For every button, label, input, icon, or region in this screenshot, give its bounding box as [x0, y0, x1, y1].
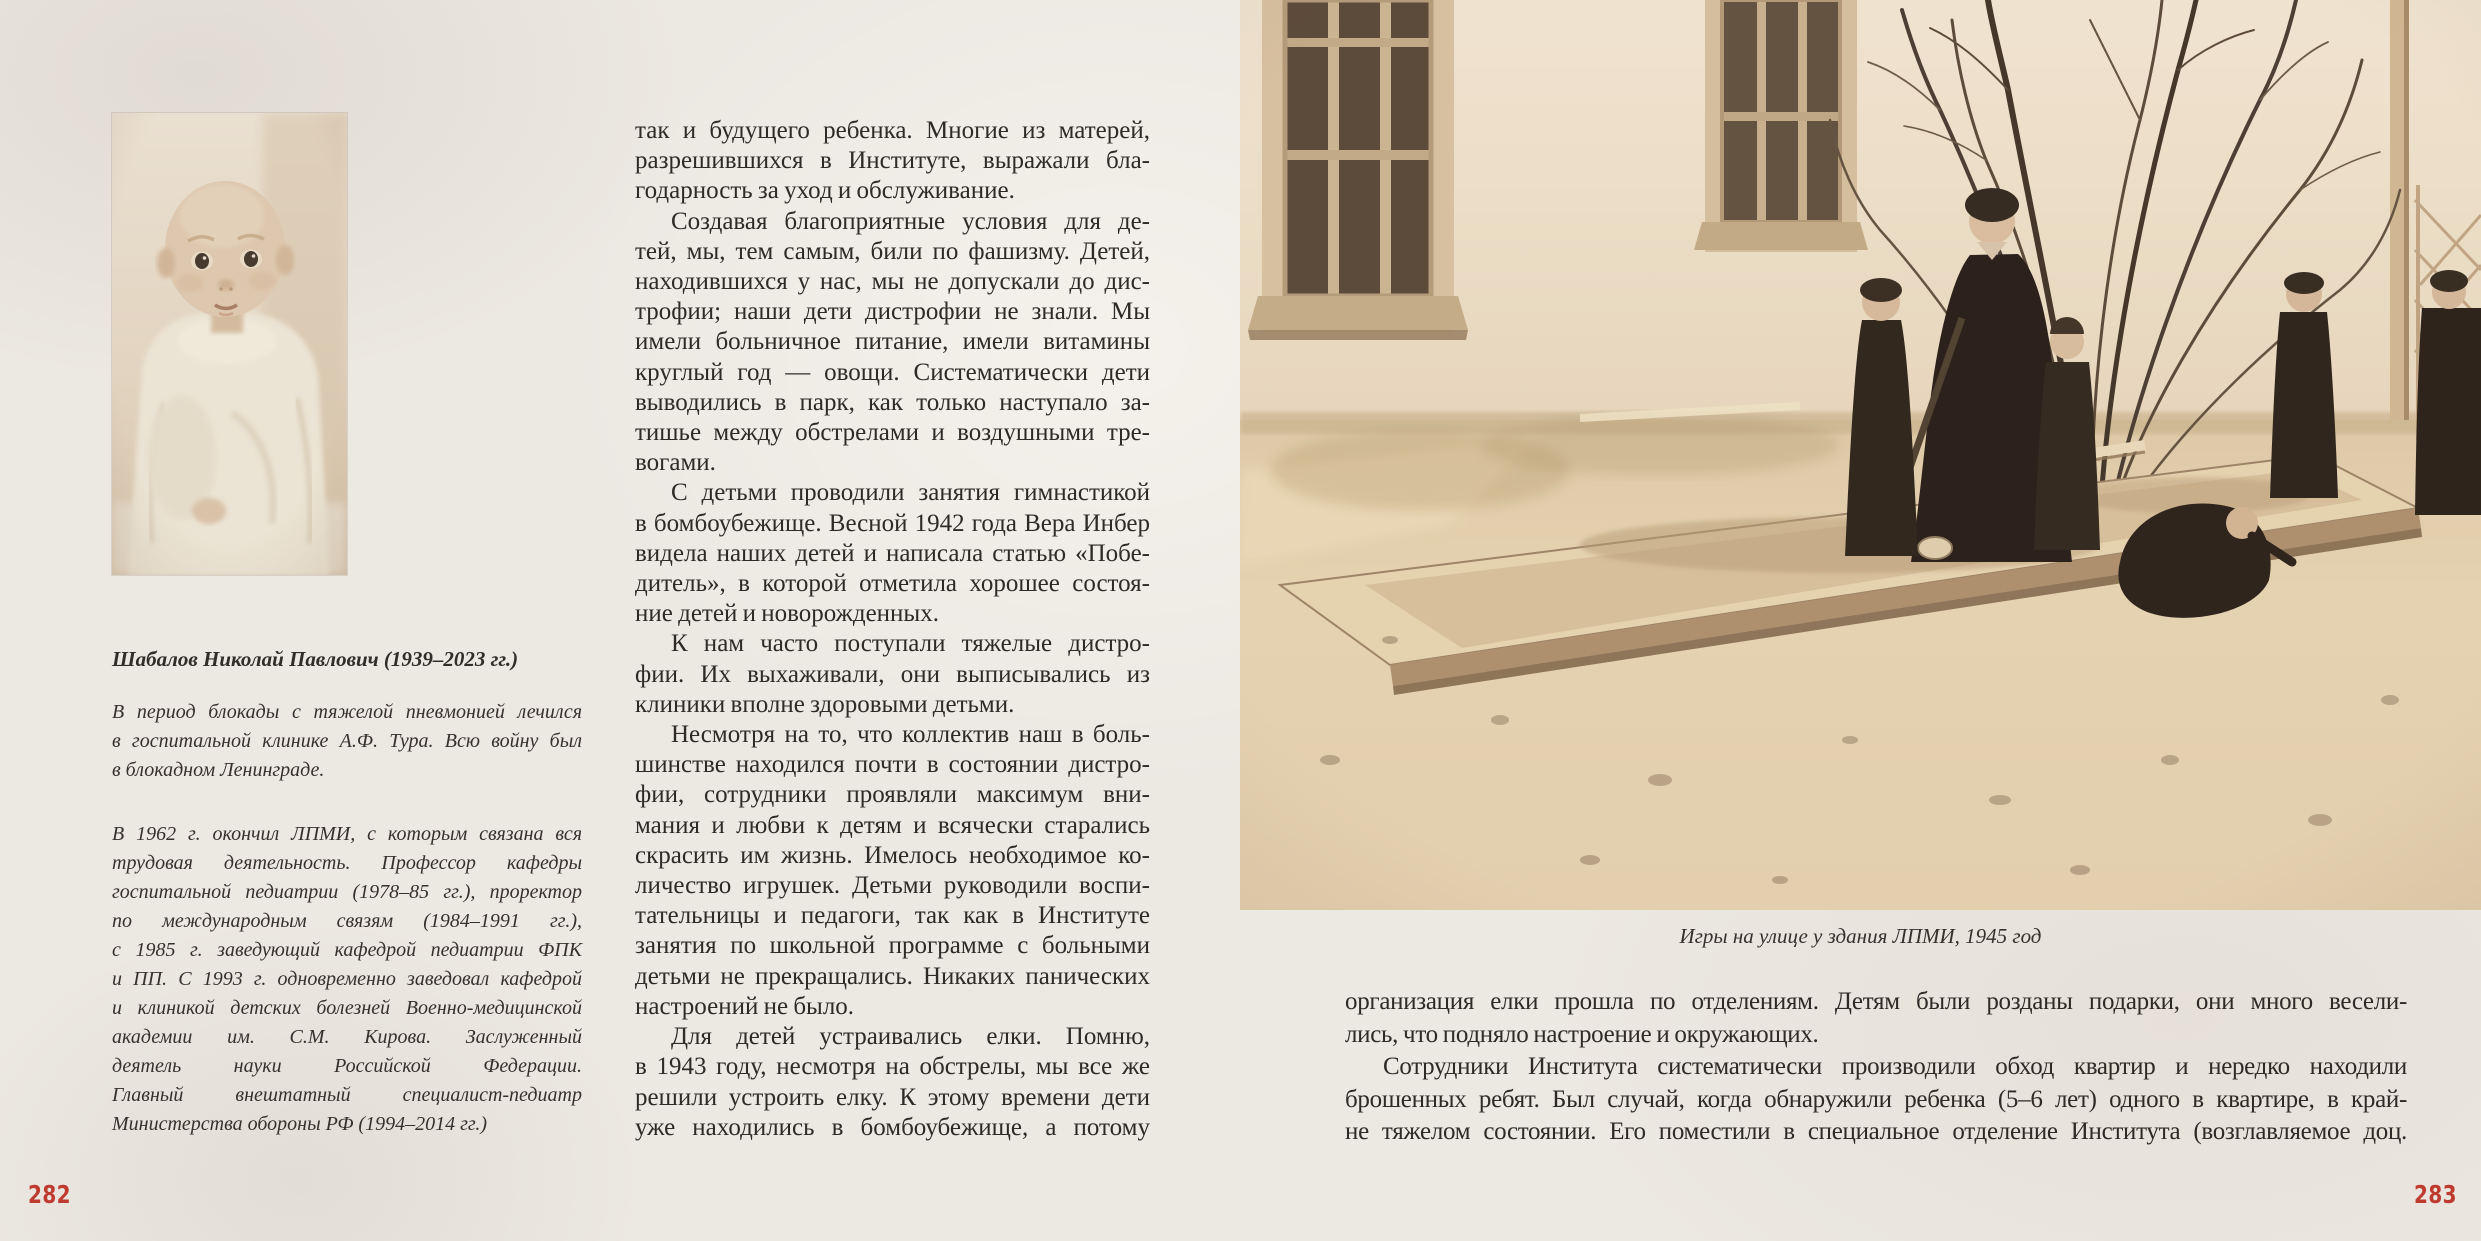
text-line: фии, сотрудники проявляли максимум вни- [635, 781, 1150, 809]
text-line: видела наших детей и написала статью «Побе- [635, 539, 1150, 567]
text-line: К нам часто поступали тяжелые дистро- [671, 630, 1150, 658]
text-line: по международным связям (1984–1991 гг.), [112, 910, 582, 932]
text-line: клиники вполне здоровыми детьми. [635, 690, 1015, 718]
text-line: скрасить им жизнь. Имелось необходимое ко- [635, 841, 1150, 869]
bio-paragraph-2 [112, 820, 582, 1139]
text-line: госпитальной педиатрии (1978–85 гг.), проректор [112, 881, 582, 903]
bio-paragraph-1 [112, 698, 582, 785]
text-line: трофии; наши дети дистрофии не знали. Мы [635, 298, 1150, 326]
text-line: годарность за уход и обслуживание. [635, 177, 1015, 205]
text-line: брошенных ребят. Был случай, когда обнаружили ребенка (5–6 лет) одного в квартире, в край- [1345, 1085, 2407, 1113]
photo-caption: Игры на улице у здания ЛПМИ, 1945 год [1679, 924, 2042, 948]
text-line: решили устроить елку. К этому времени дети [635, 1083, 1150, 1111]
text-line: в бомбоубежище. Весной 1942 года Вера Инбер [635, 509, 1150, 537]
paragraph [635, 629, 1150, 720]
text-line: выводились в парк, как только наступало за- [635, 388, 1150, 416]
text-line: мания и любви к детям и всячески старались [635, 811, 1150, 839]
text-line: находившихся у нас, мы не допускали до дис- [635, 268, 1150, 296]
paragraph [635, 207, 1150, 479]
text-line: так и будущего ребенка. Многие из матерей, [635, 117, 1150, 144]
text-line: Министерства обороны РФ (1994–2014 гг.) [112, 1113, 488, 1135]
text-line: деятель науки Российской Федерации. [112, 1055, 582, 1077]
text-line: фии. Их выхаживали, они выписывались из [635, 660, 1150, 688]
text-line: имели больничное питание, имели витамины [635, 328, 1150, 356]
text-line: тей, мы, тем самым, били по фашизму. Детей, [635, 237, 1150, 265]
paragraph [1345, 986, 2407, 1051]
text-line: с 1985 г. заведующий кафедрой педиатрии ФПК [112, 939, 582, 961]
page-number-right: 283 [2414, 1180, 2457, 1209]
text-line: в блокадном Ленинграде. [112, 759, 325, 781]
text-line: лись, что подняло настроение и окружающих. [1345, 1020, 1819, 1048]
text-line: В 1962 г. окончил ЛПМИ, с которым связана вся [112, 823, 582, 845]
text-line: дитель», в которой отметила хорошее состоя- [635, 570, 1150, 598]
text-line: Главный внештатный специалист-педиатр [112, 1084, 582, 1106]
text-line: В период блокады с тяжелой пневмонией лечился [112, 701, 582, 723]
text-line: трудовая деятельность. Профессор кафедры [112, 852, 582, 874]
page-number-left: 282 [28, 1180, 71, 1209]
portrait-caption: Шабалов Николай Павлович (1939–2023 гг.) [112, 647, 519, 671]
text-line: Сотрудники Института систематически производили обход квартир и нередко находили [1383, 1053, 2407, 1080]
paragraph [635, 116, 1150, 207]
text-line: тишье между обстрелами и воздушными тре- [635, 419, 1150, 447]
text-line: тательницы и педагоги, так как в Институте [635, 902, 1150, 930]
text-line: не тяжелом состоянии. Его поместили в специальное отделение Института (возглавляемое доц. [1345, 1118, 2407, 1145]
right-text-column [1345, 986, 2407, 1149]
text-line: Для детей устраивались елки. Помню, [671, 1023, 1150, 1051]
portrait-photo-art [112, 113, 347, 575]
text-line: настроений не было. [635, 992, 855, 1020]
text-line: детьми не прекращались. Никаких панических [635, 962, 1150, 990]
text-line: академии им. С.М. Кирова. Заслуженный [112, 1026, 582, 1048]
text-line: разрешившихся в Институте, выражали бла- [635, 147, 1150, 175]
street-games-photo-art [1240, 0, 2481, 910]
text-line: в госпитальной клинике А.Ф. Тура. Всю войну был [112, 730, 582, 752]
text-line: в 1943 году, несмотря на обстрелы, мы все же [635, 1053, 1150, 1081]
text-line: шинстве находился почти в состоянии дистро- [635, 751, 1150, 779]
text-line: вогами. [635, 449, 716, 477]
text-line: и клиникой детских болезней Военно-медицинской [112, 997, 582, 1019]
paragraph [635, 478, 1150, 629]
text-line: круглый год — овощи. Систематически дети [635, 358, 1150, 386]
text-line: уже находились в бомбоубежище, а потому [635, 1113, 1150, 1141]
paragraph [635, 720, 1150, 1022]
portrait-photo [112, 113, 347, 575]
text-line: личество игрушек. Детьми руководили воспи- [635, 872, 1150, 900]
text-line: Создавая благоприятные условия для де- [671, 207, 1150, 235]
text-line: занятия по школьной программе с больными [635, 932, 1150, 960]
paragraph [1345, 1051, 2407, 1149]
text-line: и ПП. С 1993 г. одновременно заведовал кафедрой [112, 968, 582, 990]
paragraph [635, 1022, 1150, 1143]
main-text-column [635, 116, 1150, 1156]
street-games-photo [1240, 0, 2481, 910]
text-line: ние детей и новорожденных. [635, 600, 939, 628]
text-line: Несмотря на то, что коллектив наш в боль- [671, 721, 1150, 749]
text-line: организация елки прошла по отделениям. Детям были розданы подарки, они много весели- [1345, 988, 2407, 1015]
text-line: С детьми проводили занятия гимнастикой [671, 479, 1150, 507]
